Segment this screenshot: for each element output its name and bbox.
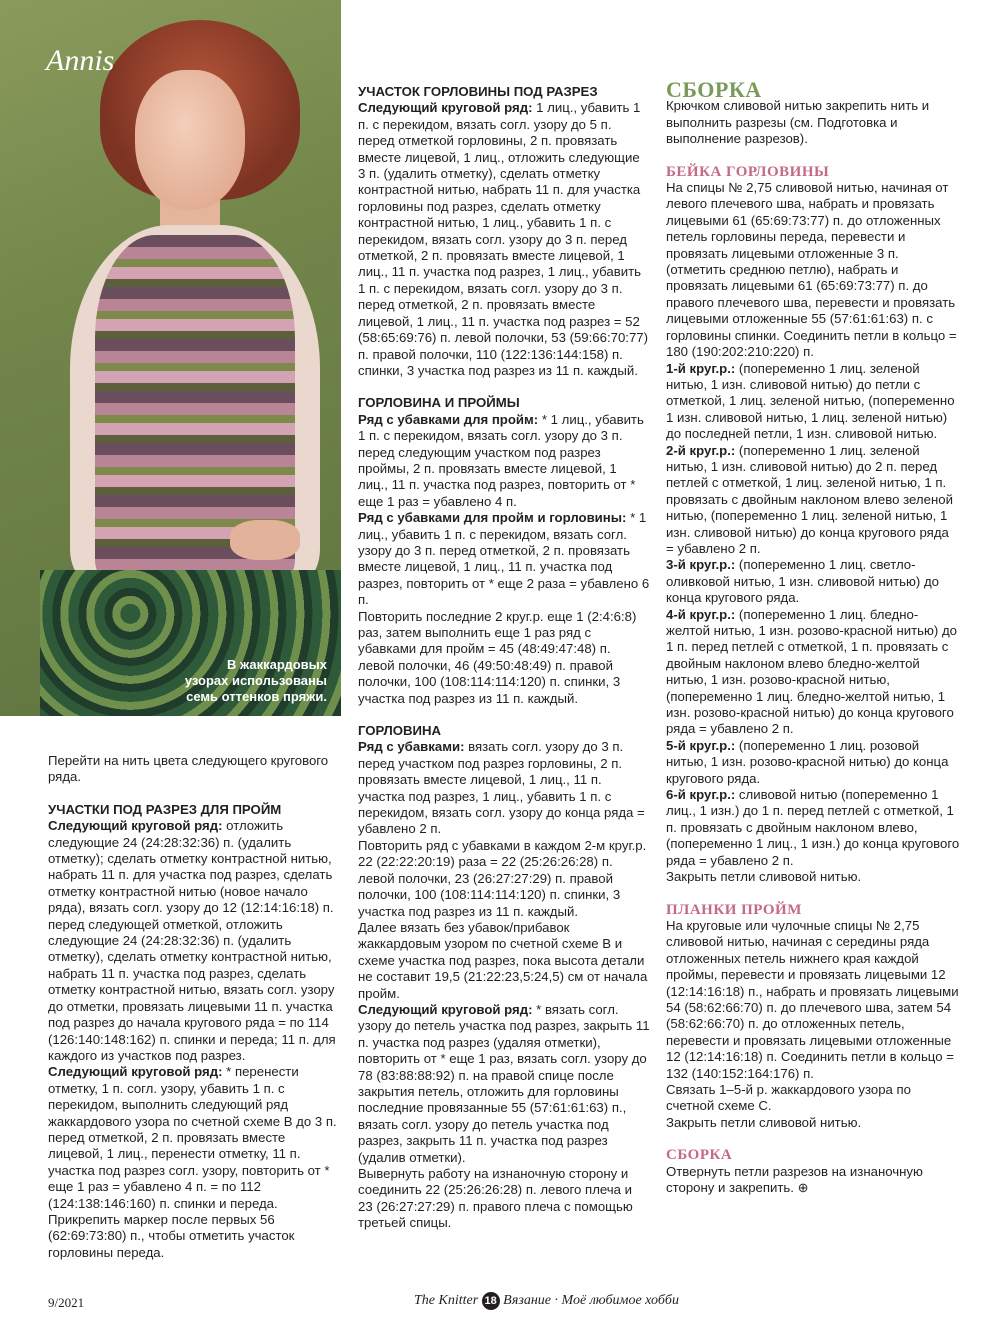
- hero-photo: [0, 0, 341, 716]
- section-heading: ГОРЛОВИНА: [358, 723, 442, 739]
- paragraph: Далее вязать без убавок/прибавок жаккардовым узором по счетной схеме В и схеме участка под разрез, пока высота детали не составит 19,5 (21:22:23,5:24,5) см от начала пройм.: [358, 919, 648, 1001]
- end-mark-icon: ⊕: [797, 1180, 809, 1195]
- column-2: [358, 84, 650, 1232]
- paragraph: Следующий круговой ряд: 1 лиц., убавить 1 п. с перекидом, вязать согл. узору до 5 п. перед отметкой горловины, 2 п. провязать вместе лицевой, 1 лиц., отложить следующие 3 п. (удалить отметку), сделать отметку контрастной нитью, набрать 11 п. для участка горловины под разрез, сделать отметку контрастной нитью, 1 лиц., убавить 1 п. с перекидом, вязать согл. узору до 3 п. перед отметкой, 2 п. провязать вместе лицевой, 1 лиц., 11 п. участка под разрез, 1 лиц., убавить 1 п. с перекидом, вязать согл. узору до 3 п. перед отметкой, 2 п. провязать вместе лицевой, 1 лиц., 11 п. участка под разрез = 52 (58:65:69:76) п. левой полочки, 53 (59:66:70:77) п. правой полочки, 110 (122:136:144:158) п. спинки, 3 участка под разрез из 11 п. каждый.: [358, 100, 649, 378]
- photo-hand: [230, 520, 300, 560]
- magazine-subtitle: Вязание · Моё любимое хобби: [503, 1293, 679, 1309]
- paragraph: Повторить последние 2 круг.р. еще 1 (2:4:6:8) раз, затем выполнить еще 1 раз ряд с убавками для пройм = 45 (48:49:47:48) п. левой полочки, 46 (49:50:48:49) п. правой полочки, 100 (108:114:114:120) п. спинки, 3 участка под разрез из 11 п. каждый.: [358, 608, 637, 706]
- section-heading: УЧАСТКИ ПОД РАЗРЕЗ ДЛЯ ПРОЙМ: [48, 801, 282, 817]
- column-1: [48, 753, 338, 1261]
- paragraph: Ряд с убавками для пройм: * 1 лиц., убавить 1 п. с перекидом, вязать согл. узору до 3 п. перед следующим участком под разрез проймы, 2 п. провязать вместе лицевой, 1 лиц., 11 п. участка под разрез, повторить от * еще 1 раз = убавлено 4 п.: [358, 411, 644, 509]
- paragraph: 3-й круг.р.: (попеременно 1 лиц. светло-оливковой нитью, 1 изн. сливовой нитью) до конца кругового ряда.: [666, 557, 939, 606]
- paragraph: Прикрепить маркер после первых 56 (62:69:73:80) п., чтобы отметить участок горловины переда.: [48, 1211, 295, 1260]
- paragraph: Закрыть петли сливовой нитью.: [666, 1114, 862, 1130]
- paragraph: Вывернуть работу на изнаночную сторону и соединить 22 (25:26:26:28) п. левого плеча и 23 (26:27:27:29) п. правого плеча с помощью третьей спицы.: [358, 1166, 633, 1231]
- paragraph: Следующий круговой ряд: * перенести отметку, 1 п. согл. узору, убавить 1 п. с перекидом, выполнить следующий ряд жаккардового узора по счетной схеме В до 3 п. перед отметкой, 2 п. провязать вместе лицевой, 1 лиц., перенести отметку, 11 п. участка под разрез согл. узору, повторить от * еще 1 раз = убавлено 4 п. = по 112 (124:138:146:160) п. спинки и переда.: [48, 1064, 337, 1211]
- paragraph: Следующий круговой ряд: отложить следующие 24 (24:28:32:36) п. (удалить отметку); сделать отметку контрастной нитью, набрать 11 п. для участка под разрез, сделать отметку контрастной нитью (новое начало ряда), вязать согл. узору до 12 (12:14:16:18) п. перед следующей отметкой, отложить следующие 24 (24:28:32:36) п. (удалить отметку), сделать отметку контрастной нитью, набрать 11 п. участка под разрез, сделать отметку контрастной нитью, вязать согл. узору до отметки, провязать лицевыми 11 п. участка под разрез до начала кругового ряда = по 114 (126:140:148:162) п. спинки и переда; 11 п. для каждого из участков под разрез.: [48, 818, 336, 1063]
- page-number: 18: [482, 1292, 500, 1310]
- paragraph: На спицы № 2,75 сливовой нитью, начиная от левого плечевого шва, набрать и провязать лицевыми 61 (65:69:73:77) п. до отложенных петель горловины переда, перевести и провязать лицевыми отложенные 3 п. (отметить среднюю петлю), набрать и провязать лицевыми 61 (65:69:73:77) п. до правого плечевого шва, перевести и провязать лицевыми отложенные 55 (57:61:61:63) п. с горловины спинки. Соединить петли в кольцо = 180 (190:202:210:220) п.: [666, 180, 957, 360]
- magazine-name: The Knitter: [414, 1293, 479, 1309]
- issue-number: 9/2021: [48, 1295, 85, 1310]
- section-heading: ГОРЛОВИНА И ПРОЙМЫ: [358, 395, 520, 411]
- paragraph: Закрыть петли сливовой нитью.: [666, 869, 862, 885]
- paragraph: На круговые или чулочные спицы № 2,75 сливовой нитью, начиная с середины ряда отложенных петель нижнего края каждой проймы, перевести и провязать лицевыми 12 (12:14:16:18) п., набрать и провязать лицевыми 54 (58:62:66:70) п. до плечевого шва, затем 54 (58:62:66:70) п. до отложенных петель, перевести и провязать лицевыми отложенные 12 (12:14:16:18) п. Соединить петли в кольцо = 132 (140:152:164:176) п.: [666, 917, 959, 1081]
- paragraph: Повторить ряд с убавками в каждом 2-м круг.р. 22 (22:22:20:19) раза = 22 (25:26:26:28) п. левой полочки, 23 (26:27:27:29) п. правой полочки, 100 (108:114:114:120) п. спинки, 3 участка под разрез из 11 п. каждый.: [358, 837, 647, 919]
- paragraph: 2-й круг.р.: (попеременно 1 лиц. зеленой нитью, 1 изн. сливовой нитью) до 2 п. перед петлей с отметкой, 1 лиц. зеленой нитью, 1 п. провязать с двойным наклоном влево зеленой нитью, (попеременно 1 лиц. зеленой нитью, 1 изн. сливовой нитью) до конца кругового ряда = убавлено 2 п.: [666, 442, 953, 556]
- assembly-heading: СБОРКА: [666, 77, 762, 102]
- pattern-title: Annis: [46, 44, 115, 77]
- paragraph: Ряд с убавками: вязать согл. узору до 3 п. перед участком под разрез горловины, 2 п. провязать вместе лицевой, 1 лиц., 11 п. участка под разрез, 1 лиц., убавить 1 п. с перекидом, вязать согл. узору до конца ряда = убавлено 2 п.: [358, 739, 645, 837]
- footer-masthead: [414, 1292, 679, 1310]
- paragraph: Связать 1–5-й р. жаккардового узора по счетной схеме С.: [666, 1081, 911, 1114]
- photo-caption: В жаккардовых узорах использованы семь оттенков пряжи.: [184, 657, 327, 704]
- paragraph: 5-й круг.р.: (попеременно 1 лиц. розовой нитью, 1 изн. розово-красной нитью) до конца кругового ряда.: [666, 737, 949, 786]
- section-heading: СБОРКА: [666, 1147, 733, 1164]
- paragraph: Крючком сливовой нитью закрепить нить и выполнить разрезы (см. Подготовка и выполнение разрезов).: [666, 98, 930, 147]
- photo-face: [135, 70, 245, 210]
- paragraph: 1-й круг.р.: (попеременно 1 лиц. зеленой нитью, 1 изн. сливовой нитью) до петли с отметкой, 1 лиц. зеленой нитью, (попеременно 1 изн. сливовой нитью, 1 лиц. зеленой нитью) до последней петли, 1 изн. сливовой нитью.: [666, 360, 955, 442]
- section-heading: УЧАСТОК ГОРЛОВИНЫ ПОД РАЗРЕЗ: [358, 84, 598, 99]
- intro-text: Перейти на нить цвета следующего кругового ряда.: [48, 753, 329, 785]
- paragraph: Следующий круговой ряд: * вязать согл. узору до петель участка под разрез, закрыть 11 п. участка под разрез (удаляя отметки), повторить от * еще 1 раз, вязать согл. узору до 78 (83:88:88:92) п. на правой спице после закрытия петель, отложить для горловины последние провязанные 55 (57:61:61:63) п., вязать согл. узору до петель участка под разрез, закрыть 11 п. участка под разрез (удалив отметки).: [358, 1001, 650, 1165]
- paragraph: 6-й круг.р.: сливовой нитью (попеременно 1 лиц., 1 изн.) до 1 п. перед петлей с отметкой, 1 п. провязать с двойным наклоном влево, (попеременно 1 лиц., 1 изн.) до конца кругового ряда = убавлено 2 п.: [666, 787, 960, 868]
- section-heading: БЕЙКА ГОРЛОВИНЫ: [666, 163, 830, 180]
- paragraph: Ряд с убавками для пройм и горловины: * 1 лиц., убавить 1 п. с перекидом, вязать согл. узору до 3 п. перед отметкой, 2 п. провязать вместе лицевой, 1 лиц., 11 п. участка под разрез, повторить от * еще 2 раза = убавлено 6 п.: [358, 510, 650, 608]
- section-heading: ПЛАНКИ ПРОЙМ: [666, 901, 802, 918]
- column-3: [666, 77, 960, 1196]
- paragraph: 4-й круг.р.: (попеременно 1 лиц. бледно-желтой нитью, 1 изн. розово-красной нитью) до 1 п. перед петлей с отметкой, 1 п. провязать с двойным наклоном влево бледно-желтой нитью, 1 изн. розово-красной нитью, (попеременно 1 лиц. бледно-желтой нитью, 1 изн. розово-красной нитью) до конца кругового ряда = убавлено 2 п.: [666, 606, 958, 737]
- paragraph: Отвернуть петли разрезов на изнаночную сторону и закрепить. ⊕: [666, 1163, 923, 1195]
